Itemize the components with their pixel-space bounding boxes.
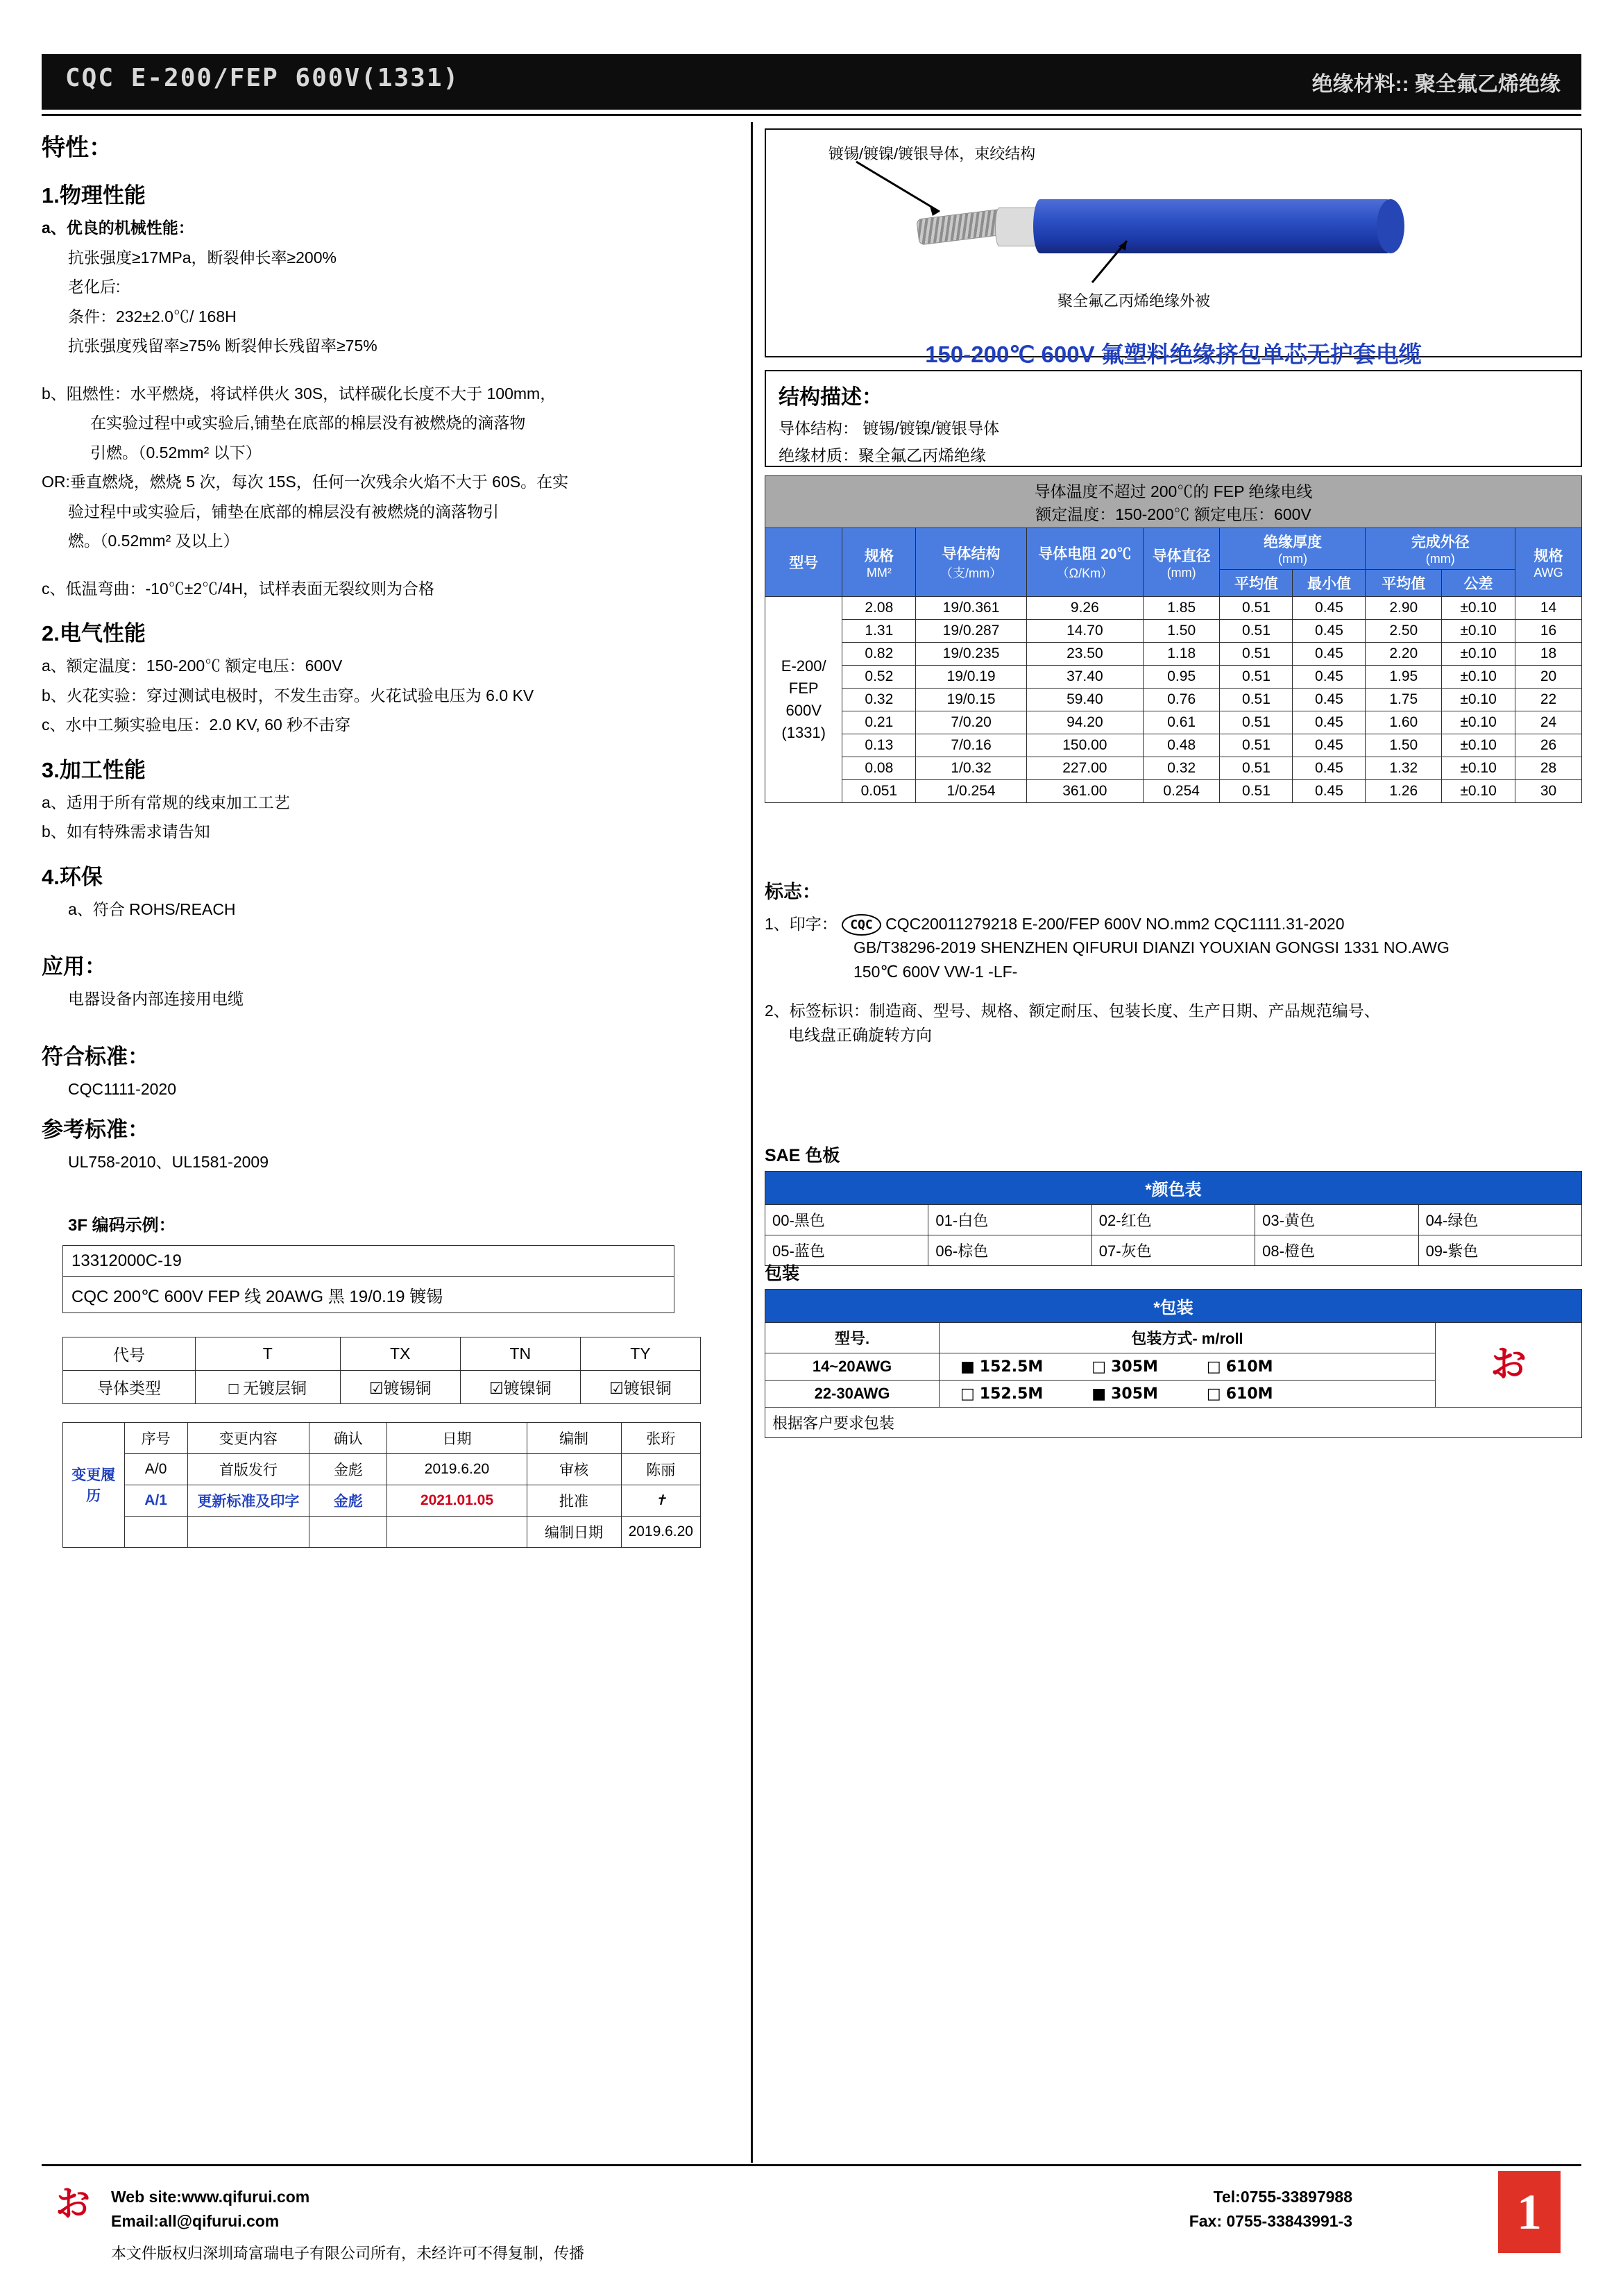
document-header xyxy=(42,54,1581,110)
logo-glyph: お xyxy=(1490,1344,1527,1385)
cell-awg: 14 xyxy=(1515,597,1582,620)
checkbox-nickel-copper[interactable]: ☑镀镍铜 xyxy=(460,1370,580,1403)
cell-conductor: 19/0.15 xyxy=(916,689,1026,711)
revision-side-label: 变更履历 xyxy=(63,1422,125,1547)
th-thickness xyxy=(1220,528,1366,570)
specification-table-wrap xyxy=(765,475,1582,803)
cell-color: 02-红色 xyxy=(1091,1205,1255,1235)
cell-review-label: 审核 xyxy=(527,1453,621,1485)
cell-rev0-date: 2019.6.20 xyxy=(387,1453,527,1485)
cell-awg: 16 xyxy=(1515,620,1582,643)
th-od-tol: 公差 xyxy=(1442,570,1515,597)
table-row xyxy=(63,1453,701,1485)
th-thickness-sub: (mm) xyxy=(1277,552,1307,566)
footer-phone-block xyxy=(1189,2185,1352,2233)
table-row xyxy=(765,476,1582,528)
marking-label-line2: 电线盘正确旋转方向 xyxy=(788,1025,932,1044)
table-row xyxy=(63,1337,701,1370)
cell-thick-avg: 0.51 xyxy=(1220,620,1293,643)
cell-thick-avg: 0.51 xyxy=(1220,734,1293,757)
cell-od-avg: 1.95 xyxy=(1366,666,1442,689)
th-thickness-main: 绝缘厚度 xyxy=(1263,534,1322,550)
cell-thick-avg: 0.51 xyxy=(1220,666,1293,689)
cell-spec: 0.13 xyxy=(842,734,916,757)
header-divider xyxy=(42,114,1581,116)
electrical-b: b、火花实验：穿过测试电极时，不发生击穿。火花试验电压为 6.0 KV xyxy=(42,686,534,704)
section-processing-title: 3.加工性能 xyxy=(42,757,146,782)
cell-od-tol: ±0.10 xyxy=(1442,734,1515,757)
company-logo xyxy=(1436,1323,1582,1408)
physical-c-line: c、低温弯曲：-10℃±2℃/4H，试样表面无裂纹则为合格 xyxy=(42,579,434,598)
cell-od-avg: 1.60 xyxy=(1366,711,1442,734)
section-electrical-title: 2.电气性能 xyxy=(42,621,146,645)
cell-editor-header: 编制 xyxy=(527,1422,621,1453)
right-column xyxy=(765,128,1583,2162)
th-od xyxy=(1366,528,1515,570)
marking-label-line1: 2、标签标识：制造商、型号、规格、额定耐压、包装长度、生产日期、产品规范编号、 xyxy=(765,1002,1380,1020)
cqc-badge-icon: CQC xyxy=(842,914,881,936)
th-awg-main: 规格 xyxy=(1533,548,1563,564)
physical-a-line2: 老化后: xyxy=(68,278,121,296)
structure-conductor: 导体结构： 镀锡/镀镍/镀银导体 xyxy=(779,419,1000,437)
sae-color-section xyxy=(765,1142,1582,1266)
cell-conductor: 7/0.16 xyxy=(916,734,1026,757)
table-row xyxy=(765,1323,1582,1353)
th-thickness-avg: 平均值 xyxy=(1220,570,1293,597)
specification-table xyxy=(765,475,1582,803)
th-conductor-main: 导体结构 xyxy=(942,546,1001,562)
pack-option-1-1[interactable]: ■ 152.5M xyxy=(960,1358,1044,1376)
cell-rev1-confirm: 金彪 xyxy=(309,1485,387,1516)
page-number-badge: 1 xyxy=(1498,2171,1561,2253)
th-diameter-sub: (mm) xyxy=(1166,565,1196,580)
cable-conductor-label: 镀锡/镀镍/镀银导体，束绞结构 xyxy=(829,145,1036,162)
cell-diameter: 1.50 xyxy=(1143,620,1220,643)
cell-conductor: 19/0.235 xyxy=(916,643,1026,666)
th-resistance-main: 导体电阻 20℃ xyxy=(1038,546,1132,562)
cell-model-value: E-200/ FEP 600V (1331) xyxy=(765,597,842,803)
cell-thick-min: 0.45 xyxy=(1293,711,1366,734)
cell-pack-model-1: 14~20AWG xyxy=(765,1353,940,1381)
cell-thick-min: 0.45 xyxy=(1293,597,1366,620)
cell-conductor: 1/0.254 xyxy=(916,780,1026,803)
cell-change-header: 变更内容 xyxy=(187,1422,309,1453)
cell-thick-min: 0.45 xyxy=(1293,780,1366,803)
packaging-label: 包装 xyxy=(765,1264,800,1283)
table-row xyxy=(63,1516,701,1547)
cell-color: 04-绿色 xyxy=(1418,1205,1581,1235)
cell-approve-label: 批准 xyxy=(527,1485,621,1516)
structure-insulation: 绝缘材质：聚全氟乙丙烯绝缘 xyxy=(779,446,986,464)
cell-t-header: T xyxy=(196,1337,341,1370)
cell-color: 00-黑色 xyxy=(765,1205,928,1235)
cell-conductor: 19/0.287 xyxy=(916,620,1026,643)
table-row xyxy=(63,1485,701,1516)
cell-editdate-label: 编制日期 xyxy=(527,1516,621,1547)
processing-a: a、适用于所有常规的线束加工工艺 xyxy=(42,793,290,811)
cell-resistance: 37.40 xyxy=(1026,666,1143,689)
sae-label: SAE 色板 xyxy=(765,1146,840,1165)
spec-note-line2: 额定温度：150-200℃ 额定电压：600V xyxy=(1035,505,1311,523)
table-row xyxy=(765,734,1582,757)
cell-rev0-change: 首版发行 xyxy=(187,1453,309,1485)
cell-editor-name: 张珩 xyxy=(621,1422,700,1453)
table-row xyxy=(765,1290,1582,1323)
cell-awg: 26 xyxy=(1515,734,1582,757)
checkbox-silver-copper[interactable]: ☑镀银铜 xyxy=(580,1370,700,1403)
environment-a: a、符合 ROHS/REACH xyxy=(68,900,236,918)
table-row xyxy=(63,1422,701,1453)
cell-diameter: 0.32 xyxy=(1143,757,1220,780)
cell-thick-min: 0.45 xyxy=(1293,643,1366,666)
standards-text: CQC1111-2020 xyxy=(68,1079,176,1098)
standards-title: 符合标准： xyxy=(42,1044,149,1069)
th-resistance xyxy=(1026,528,1143,597)
checkbox-tinned-copper[interactable]: ☑镀锡铜 xyxy=(340,1370,460,1403)
cell-color: 08-橙色 xyxy=(1255,1235,1418,1266)
cell-color: 06-棕色 xyxy=(928,1235,1091,1266)
cable-illustration xyxy=(765,128,1582,357)
cell-awg: 28 xyxy=(1515,757,1582,780)
sae-table-title: *颜色表 xyxy=(765,1172,1582,1205)
physical-a-line1: 抗张强度≥17MPa，断裂伸长率≥200% xyxy=(68,248,337,267)
th-od-avg: 平均值 xyxy=(1366,570,1442,597)
electrical-a: a、额定温度：150-200℃ 额定电压：600V xyxy=(42,657,343,675)
physical-b-line4: OR:垂直燃烧，燃烧 5 次，每次 15S，任何一次残余火焰不大于 60S。在实 xyxy=(42,473,569,491)
spec-note-line1: 导体温度不超过 200℃的 FEP 绝缘电线 xyxy=(1034,482,1313,500)
coding-example-line2: CQC 200℃ 600V FEP 线 20AWG 黑 19/0.19 镀锡 xyxy=(71,1287,443,1306)
left-column xyxy=(42,128,742,2162)
cell-awg: 30 xyxy=(1515,780,1582,803)
cell-pack-options-1[interactable] xyxy=(940,1353,1436,1381)
column-divider xyxy=(751,122,753,2163)
th-spec xyxy=(842,528,916,597)
cell-spec: 0.051 xyxy=(842,780,916,803)
table-row xyxy=(765,620,1582,643)
footer-email[interactable]: Email:all@qifurui.com xyxy=(111,2211,280,2230)
cell-rev2-date xyxy=(387,1516,527,1547)
cell-resistance: 94.20 xyxy=(1026,711,1143,734)
cell-no-header: 序号 xyxy=(124,1422,187,1453)
checkbox-plain-copper[interactable]: □ 无镀层铜 xyxy=(196,1370,341,1403)
cell-spec: 0.21 xyxy=(842,711,916,734)
physical-a-line3: 条件：232±2.0℃/ 168H xyxy=(68,307,237,326)
physical-b-line5: 验过程中或实验后，铺垫在底部的棉层没有被燃烧的滴落物引 xyxy=(68,502,499,521)
cell-thick-min: 0.45 xyxy=(1293,689,1366,711)
th-spec-sub: MM² xyxy=(866,565,892,580)
cell-rev2-no xyxy=(124,1516,187,1547)
cell-conductor: 19/0.361 xyxy=(916,597,1026,620)
cell-od-tol: ±0.10 xyxy=(1442,757,1515,780)
cell-diameter: 0.76 xyxy=(1143,689,1220,711)
cell-rev1-date: 2021.01.05 xyxy=(387,1485,527,1516)
physical-a-label: a、优良的机械性能： xyxy=(42,219,194,237)
th-thickness-min: 最小值 xyxy=(1293,570,1366,597)
physical-b-line1: b、阻燃性：水平燃烧，将试样供火 30S，试样碳化长度不大于 100mm， xyxy=(42,384,556,403)
cell-od-avg: 2.50 xyxy=(1366,620,1442,643)
marking-title: 标志： xyxy=(765,881,821,902)
packaging-table xyxy=(765,1289,1582,1438)
th-conductor-sub: （支/mm） xyxy=(940,566,1003,580)
table-row xyxy=(765,757,1582,780)
cell-pack-options-2[interactable] xyxy=(940,1381,1436,1408)
section-physical-title: 1.物理性能 xyxy=(42,183,146,208)
table-row xyxy=(765,528,1582,570)
cell-resistance: 14.70 xyxy=(1026,620,1143,643)
cell-diameter: 0.254 xyxy=(1143,780,1220,803)
cell-od-tol: ±0.10 xyxy=(1442,597,1515,620)
packaging-section xyxy=(765,1260,1582,1438)
features-title: 特性： xyxy=(42,135,112,161)
signature-cell: ✝ xyxy=(621,1485,700,1516)
cell-awg: 20 xyxy=(1515,666,1582,689)
structure-title: 结构描述： xyxy=(779,386,883,409)
reference-title: 参考标准： xyxy=(42,1117,149,1142)
cell-thick-min: 0.45 xyxy=(1293,666,1366,689)
cell-spec: 0.52 xyxy=(842,666,916,689)
reference-text: UL758-2010、UL1581-2009 xyxy=(68,1153,269,1171)
coding-example-box xyxy=(62,1245,674,1313)
physical-a-line4: 抗张强度残留率≥75% 断裂伸长残留率≥75% xyxy=(68,337,377,355)
th-awg xyxy=(1515,528,1582,597)
pack-option-1-3[interactable]: □ 610M xyxy=(1206,1358,1273,1376)
pack-option-2-3[interactable]: □ 610M xyxy=(1206,1385,1273,1403)
cell-thick-min: 0.45 xyxy=(1293,734,1366,757)
cell-od-tol: ±0.10 xyxy=(1442,780,1515,803)
th-diameter xyxy=(1143,528,1220,597)
cell-color: 01-白色 xyxy=(928,1205,1091,1235)
marking-section xyxy=(765,878,1582,1047)
th-spec-main: 规格 xyxy=(864,548,894,564)
cell-spec: 1.31 xyxy=(842,620,916,643)
cable-insulation-label: 聚全氟乙丙烯绝缘外被 xyxy=(1057,292,1211,310)
th-conductor xyxy=(916,528,1026,597)
coding-example-line1: 13312000C-19 xyxy=(63,1246,674,1277)
cell-rev2-confirm xyxy=(309,1516,387,1547)
packaging-table-title: *包装 xyxy=(765,1290,1582,1323)
footer-logo xyxy=(56,2186,104,2229)
packaging-note: 根据客户要求包装 xyxy=(765,1408,1582,1438)
table-row xyxy=(765,780,1582,803)
cell-od-avg: 2.90 xyxy=(1366,597,1442,620)
product-title: 150-200℃ 600V 氟塑料绝缘挤包单芯无护套电缆 xyxy=(925,341,1422,367)
conductor-type-table xyxy=(62,1337,701,1404)
processing-b: b、如有特殊需求请告知 xyxy=(42,822,210,841)
th-pack-method: 包装方式- m/roll xyxy=(940,1323,1436,1353)
cell-thick-avg: 0.51 xyxy=(1220,689,1293,711)
application-title: 应用： xyxy=(42,954,106,979)
cell-resistance: 361.00 xyxy=(1026,780,1143,803)
cell-thick-avg: 0.51 xyxy=(1220,643,1293,666)
header-title: CQC E-200/FEP 600V(1331) xyxy=(65,64,460,92)
cell-od-tol: ±0.10 xyxy=(1442,643,1515,666)
cell-thick-avg: 0.51 xyxy=(1220,780,1293,803)
marking-print-label: 1、印字： xyxy=(765,914,838,933)
cell-od-avg: 1.75 xyxy=(1366,689,1442,711)
cell-spec: 0.82 xyxy=(842,643,916,666)
th-pack-model: 型号. xyxy=(765,1323,940,1353)
cell-diameter: 1.85 xyxy=(1143,597,1220,620)
cell-confirm-header: 确认 xyxy=(309,1422,387,1453)
cell-rev1-no: A/1 xyxy=(124,1485,187,1516)
cell-color: 07-灰色 xyxy=(1091,1235,1255,1266)
cell-thick-min: 0.45 xyxy=(1293,620,1366,643)
cell-diameter: 0.95 xyxy=(1143,666,1220,689)
electrical-c: c、水中工频实验电压：2.0 KV, 60 秒不击穿 xyxy=(42,716,351,734)
th-awg-sub: AWG xyxy=(1533,565,1563,580)
cell-spec: 0.32 xyxy=(842,689,916,711)
structure-description-box xyxy=(765,370,1582,467)
table-row xyxy=(765,643,1582,666)
cell-spec: 2.08 xyxy=(842,597,916,620)
th-model: 型号 xyxy=(765,528,842,597)
cell-od-tol: ±0.10 xyxy=(1442,711,1515,734)
physical-b-line3: 引燃。（0.52mm² 以下） xyxy=(90,443,262,462)
spec-note-cell xyxy=(765,476,1582,528)
pack-option-1-2[interactable]: □ 305M xyxy=(1091,1358,1158,1376)
cell-od-tol: ±0.10 xyxy=(1442,620,1515,643)
cell-diameter: 0.61 xyxy=(1143,711,1220,734)
cell-ty-header: TY xyxy=(580,1337,700,1370)
cell-od-avg: 1.50 xyxy=(1366,734,1442,757)
cell-thick-avg: 0.51 xyxy=(1220,757,1293,780)
table-row xyxy=(765,597,1582,620)
cell-spec: 0.08 xyxy=(842,757,916,780)
pack-option-2-2[interactable]: ■ 305M xyxy=(1091,1385,1158,1403)
cell-od-avg: 2.20 xyxy=(1366,643,1442,666)
table-row xyxy=(765,689,1582,711)
cell-resistance: 23.50 xyxy=(1026,643,1143,666)
cell-resistance: 150.00 xyxy=(1026,734,1143,757)
th-resistance-sub: （Ω/Km） xyxy=(1056,566,1114,580)
cell-conductor: 7/0.20 xyxy=(916,711,1026,734)
cell-tn-header: TN xyxy=(460,1337,580,1370)
cell-color: 09-紫色 xyxy=(1418,1235,1581,1266)
cell-thick-avg: 0.51 xyxy=(1220,597,1293,620)
cell-code-header: 代号 xyxy=(63,1337,196,1370)
cell-color: 05-蓝色 xyxy=(765,1235,928,1266)
cell-resistance: 227.00 xyxy=(1026,757,1143,780)
table-row xyxy=(765,1205,1582,1235)
cell-conductor-type-label: 导体类型 xyxy=(63,1370,196,1403)
sae-color-table xyxy=(765,1171,1582,1266)
cell-awg: 24 xyxy=(1515,711,1582,734)
cell-awg: 18 xyxy=(1515,643,1582,666)
cell-od-avg: 1.26 xyxy=(1366,780,1442,803)
cell-od-avg: 1.32 xyxy=(1366,757,1442,780)
cell-awg: 22 xyxy=(1515,689,1582,711)
callout-arrows xyxy=(766,130,1583,359)
cell-rev2-change xyxy=(187,1516,309,1547)
application-text: 电器设备内部连接用电缆 xyxy=(68,990,244,1008)
footer-website[interactable]: Web site:www.qifurui.com xyxy=(111,2188,310,2206)
physical-b-line2: 在实验过程中或实验后,铺垫在底部的棉层没有被燃烧的滴落物 xyxy=(90,414,526,432)
footer-copyright: 本文件版权归深圳琦富瑞电子有限公司所有，未经许可不得复制，传播 xyxy=(111,2245,585,2262)
marking-print-line1: CQC20011279218 E-200/FEP 600V NO.mm2 CQC1111.31-2020 xyxy=(885,914,1345,933)
footer-fax: Fax: 0755-33843991-3 xyxy=(1189,2211,1352,2230)
cell-diameter: 1.18 xyxy=(1143,643,1220,666)
cell-od-tol: ±0.10 xyxy=(1442,666,1515,689)
footer-contact xyxy=(111,2185,309,2233)
cell-editdate-value: 2019.6.20 xyxy=(621,1516,700,1547)
table-row xyxy=(765,1408,1582,1438)
cell-pack-model-2: 22-30AWG xyxy=(765,1381,940,1408)
cell-thick-min: 0.45 xyxy=(1293,757,1366,780)
table-row xyxy=(765,666,1582,689)
coding-example-title: 3F 编码示例： xyxy=(68,1215,176,1235)
marking-print-row xyxy=(765,912,1582,936)
cell-date-header: 日期 xyxy=(387,1422,527,1453)
cell-rev0-confirm: 金彪 xyxy=(309,1453,387,1485)
cell-review-name: 陈丽 xyxy=(621,1453,700,1485)
header-subtitle: 绝缘材料:: 聚全氟乙烯绝缘 xyxy=(1311,73,1561,96)
cell-tx-header: TX xyxy=(340,1337,460,1370)
table-row xyxy=(63,1370,701,1403)
cell-od-tol: ±0.10 xyxy=(1442,689,1515,711)
cell-rev0-no: A/0 xyxy=(124,1453,187,1485)
physical-b-line6: 燃。（0.52mm² 及以上） xyxy=(68,532,239,550)
cell-conductor: 1/0.32 xyxy=(916,757,1026,780)
marking-print-line3: 150℃ 600V VW-1 -LF- xyxy=(853,962,1018,981)
cell-resistance: 59.40 xyxy=(1026,689,1143,711)
section-environment-title: 4.环保 xyxy=(42,864,103,889)
footer-divider xyxy=(42,2164,1581,2166)
cell-conductor: 19/0.19 xyxy=(916,666,1026,689)
cell-color: 03-黄色 xyxy=(1255,1205,1418,1235)
pack-option-2-1[interactable]: □ 152.5M xyxy=(960,1385,1044,1403)
th-od-sub: (mm) xyxy=(1425,552,1455,566)
cell-thick-avg: 0.51 xyxy=(1220,711,1293,734)
table-row xyxy=(765,711,1582,734)
marking-print-line2: GB/T38296-2019 SHENZHEN QIFURUI DIANZI YOUXIAN GONGSI 1331 NO.AWG xyxy=(853,938,1450,956)
footer-tel: Tel:0755-33897988 xyxy=(1213,2188,1352,2206)
th-diameter-main: 导体直径 xyxy=(1152,548,1211,564)
revision-history-table xyxy=(62,1422,701,1548)
th-od-main: 完成外径 xyxy=(1411,534,1470,550)
table-row xyxy=(765,1172,1582,1205)
cell-rev1-change: 更新标准及印字 xyxy=(187,1485,309,1516)
cell-diameter: 0.48 xyxy=(1143,734,1220,757)
cell-resistance: 9.26 xyxy=(1026,597,1143,620)
footer-logo-glyph: お xyxy=(56,2184,90,2223)
document-footer xyxy=(42,2178,1581,2261)
